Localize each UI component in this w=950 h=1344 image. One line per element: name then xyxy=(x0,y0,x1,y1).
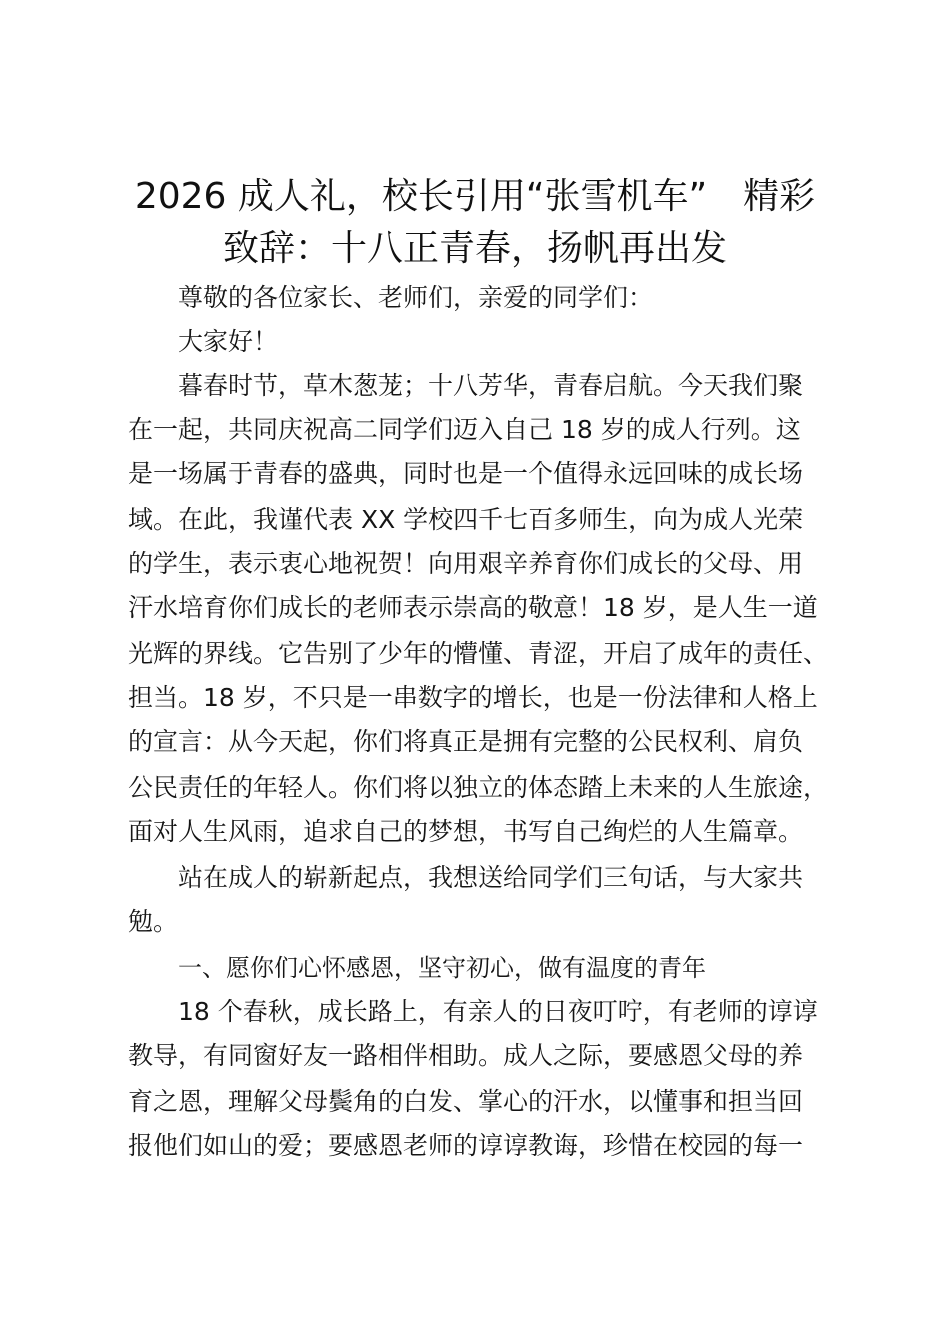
document-title-line-2: 致辞：十八正青春，扬帆再出发 xyxy=(222,228,727,269)
body-line: 在一起，共同庆祝高二同学们迈入自己 18 岁的成人行列。这 xyxy=(128,415,801,444)
section-heading: 一、愿你们心怀感恩，坚守初心，做有温度的青年 xyxy=(178,954,706,982)
body-line: 光辉的界线。它告别了少年的懵懂、青涩，开启了成年的责任、 xyxy=(128,639,829,668)
salutation: 尊敬的各位家长、老师们，亲爱的同学们： xyxy=(178,283,654,312)
body-line: 的学生，表示衷心地祝贺！向用艰辛养育你们成长的父母、用 xyxy=(128,549,804,578)
body-line: 育之恩，理解父母鬓角的白发、掌心的汗水，以懂事和担当回 xyxy=(128,1087,804,1116)
body-line: 站在成人的崭新起点，我想送给同学们三句话，与大家共 xyxy=(178,863,804,892)
body-line: 公民责任的年轻人。你们将以独立的体态踏上未来的人生旅途， xyxy=(128,773,829,802)
body-line: 暮春时节，草木葱茏；十八芳华，青春启航。今天我们聚 xyxy=(178,371,804,400)
body-line: 是一场属于青春的盛典，同时也是一个值得永远回味的成长场 xyxy=(128,459,804,488)
body-line: 报他们如山的爱；要感恩老师的谆谆教诲，珍惜在校园的每一 xyxy=(128,1131,804,1160)
body-line: 18 个春秋，成长路上，有亲人的日夜叮咛，有老师的谆谆 xyxy=(178,997,818,1026)
body-line: 担当。18 岁，不只是一串数字的增长，也是一份法律和人格上 xyxy=(128,683,818,712)
greeting: 大家好！ xyxy=(178,327,279,356)
body-line: 教导，有同窗好友一路相伴相助。成人之际，要感恩父母的养 xyxy=(128,1041,804,1070)
body-line: 勉。 xyxy=(128,907,179,936)
body-line: 域。在此，我谨代表 XX 学校四千七百多师生，向为成人光荣 xyxy=(128,505,804,534)
body-line: 汗水培育你们成长的老师表示崇高的敬意！18 岁，是人生一道 xyxy=(128,593,818,622)
body-line: 的宣言：从今天起，你们将真正是拥有完整的公民权利、肩负 xyxy=(128,727,804,756)
body-line: 面对人生风雨，追求自己的梦想，书写自己绚烂的人生篇章。 xyxy=(128,817,804,846)
document-title-line-1: 2026 成人礼，校长引用“张雪机车” 精彩 xyxy=(134,176,816,217)
